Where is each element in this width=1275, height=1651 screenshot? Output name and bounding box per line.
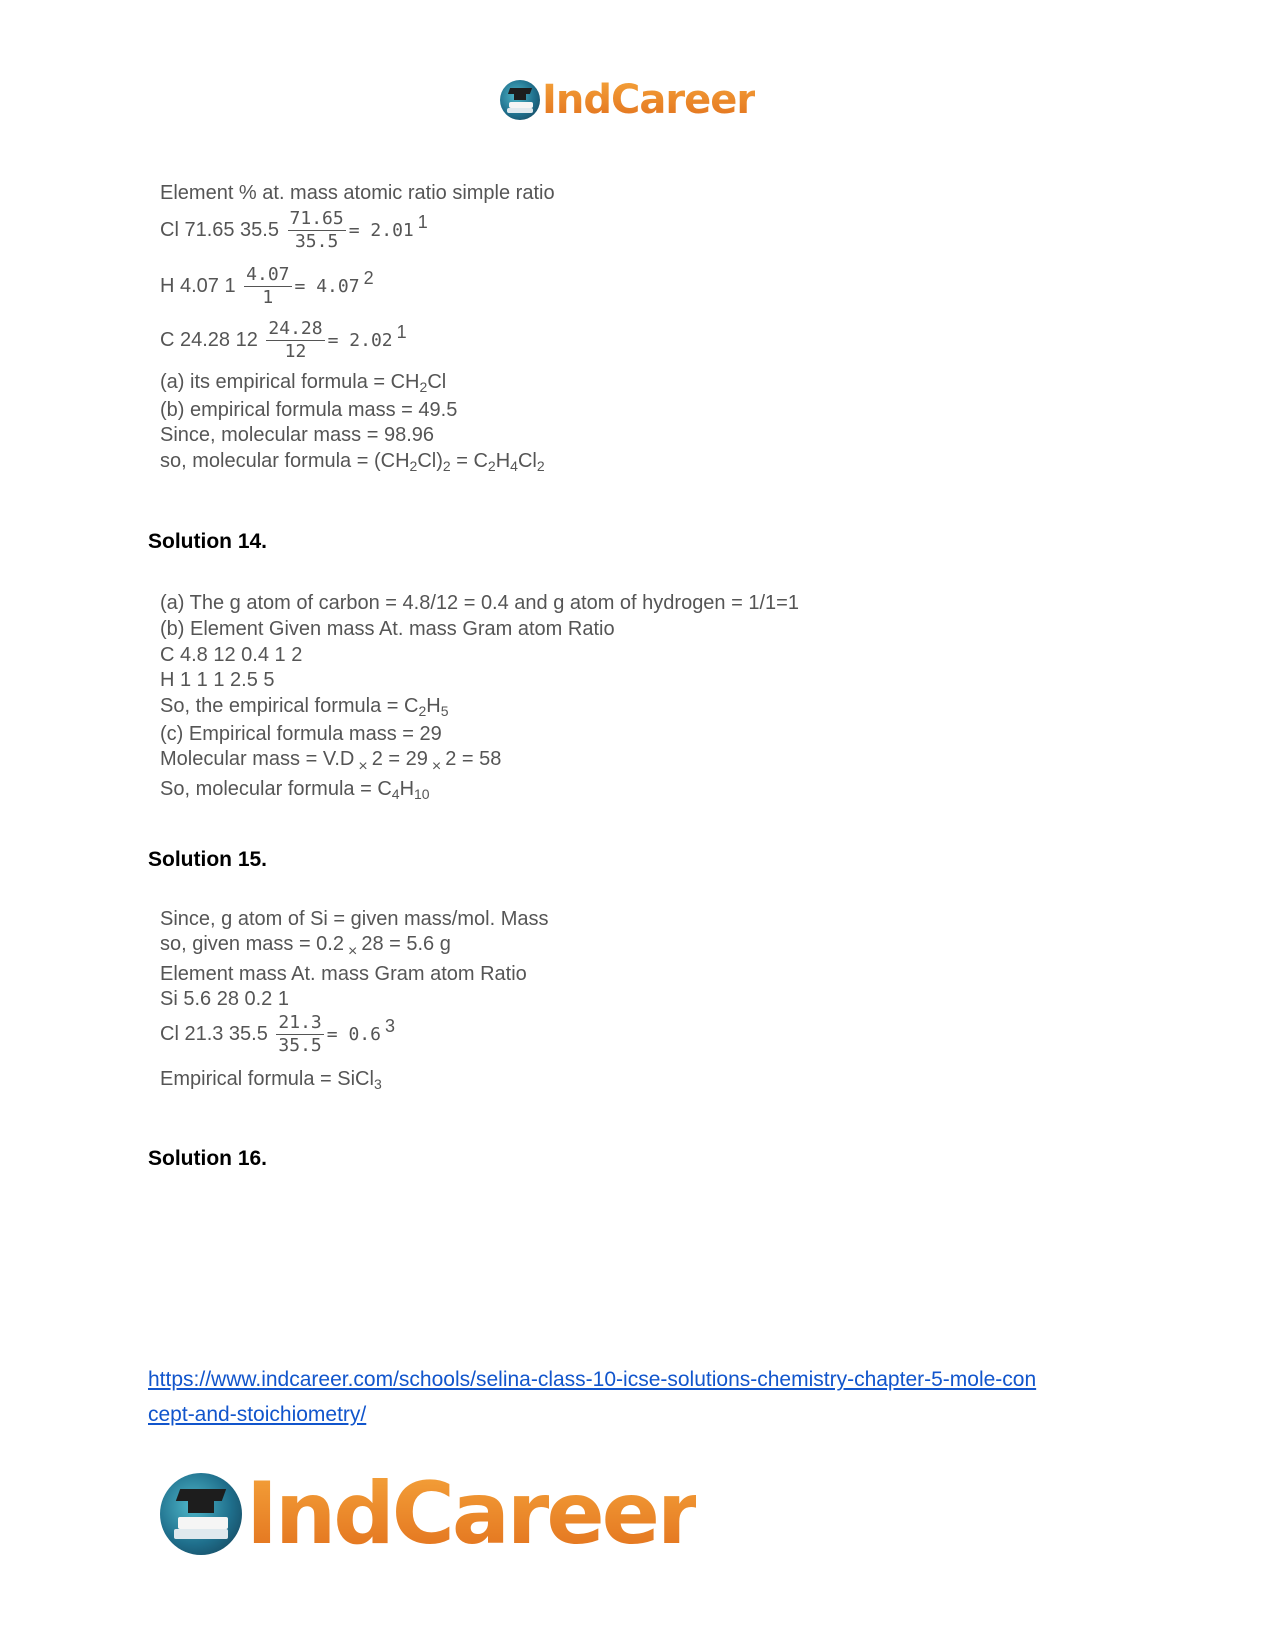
graduation-cap-book-icon (160, 1473, 242, 1555)
text-line: Since, g atom of Si = given mass/mol. Mass (160, 908, 549, 930)
graduation-cap-book-icon (500, 80, 540, 120)
ratio-row-c: C 24.28 12 $\frac{24.28}{12}$ = 2.02 $^1$ (160, 318, 407, 362)
indcareer-logo-bottom (160, 1464, 697, 1564)
indcareer-logo-top (500, 78, 755, 122)
fraction: $\frac{71.65}{35.5}$ (289, 208, 344, 252)
empirical-formula-line: So, the empirical formula = $C_2H_5$ (160, 695, 449, 719)
solution-16-heading: Solution 16. (148, 1147, 268, 1170)
text-line: C 4.8 12 0.4 1 2 (160, 644, 303, 666)
empirical-mass-line: (b) empirical formula mass = 49.5 (160, 399, 458, 421)
given-mass-line: so, given mass = 0.2 $_\times$ 28 = 5.6 g (160, 933, 451, 960)
text-line: H 1 1 1 2.5 5 (160, 669, 275, 691)
ratio-row-cl: Cl 71.65 35.5 $\frac{71.65}{35.5}$ = 2.01 $^1$ (160, 208, 428, 252)
text-line: (b) Element Given mass At. mass Gram atom Ratio (160, 618, 615, 640)
empirical-formula-line: (a) its empirical formula = $CH_2Cl$ (160, 371, 447, 395)
fraction: $\frac{21.3}{35.5}$ (278, 1012, 322, 1056)
molecular-mass-line: Since, molecular mass = 98.96 (160, 424, 435, 446)
table-header: Element % at. mass atomic ratio simple ratio (160, 182, 555, 204)
ratio-row-cl: Cl 21.3 35.5 $\frac{21.3}{35.5}$ = 0.6 $^3$ (160, 1012, 395, 1056)
ratio-row-h: H 4.07 1 $\frac{4.07}{1}$ = 4.07 $^2$ (160, 264, 374, 308)
text-line: (c) Empirical formula mass = 29 (160, 723, 442, 745)
molecular-formula-line: So, molecular formula = $C_4H_{10}$ (160, 778, 430, 802)
molecular-formula-line: so, molecular formula = $(CH_2Cl)_2 = C_2H_4Cl_2$ (160, 450, 545, 474)
solution-14-heading: Solution 14. (148, 530, 268, 553)
source-link[interactable]: https://www.indcareer.com/schools/selina-class-10-icse-solutions-chemistry-chapter-5-mole-con cept-and-stoichiometry/ (148, 1368, 1037, 1426)
logo-wordmark: IndCareer (246, 1464, 697, 1564)
solution-15-heading: Solution 15. (148, 848, 268, 871)
text-line: Element mass At. mass Gram atom Ratio (160, 963, 527, 985)
fraction: $\frac{24.28}{12}$ (268, 318, 323, 362)
logo-wordmark: IndCareer (542, 77, 756, 123)
molecular-mass-line: Molecular mass = V.D $_\times$ 2 = 29 $_\times$ 2 = 58 (160, 748, 502, 775)
text-line: Si 5.6 28 0.2 1 (160, 988, 289, 1010)
text-line: (a) The g atom of carbon = 4.8/12 = 0.4 and g atom of hydrogen = 1/1=1 (160, 592, 799, 614)
empirical-formula-line: Empirical formula = SiCl$_3$ (160, 1068, 382, 1092)
fraction: $\frac{4.07}{1}$ (246, 264, 290, 308)
